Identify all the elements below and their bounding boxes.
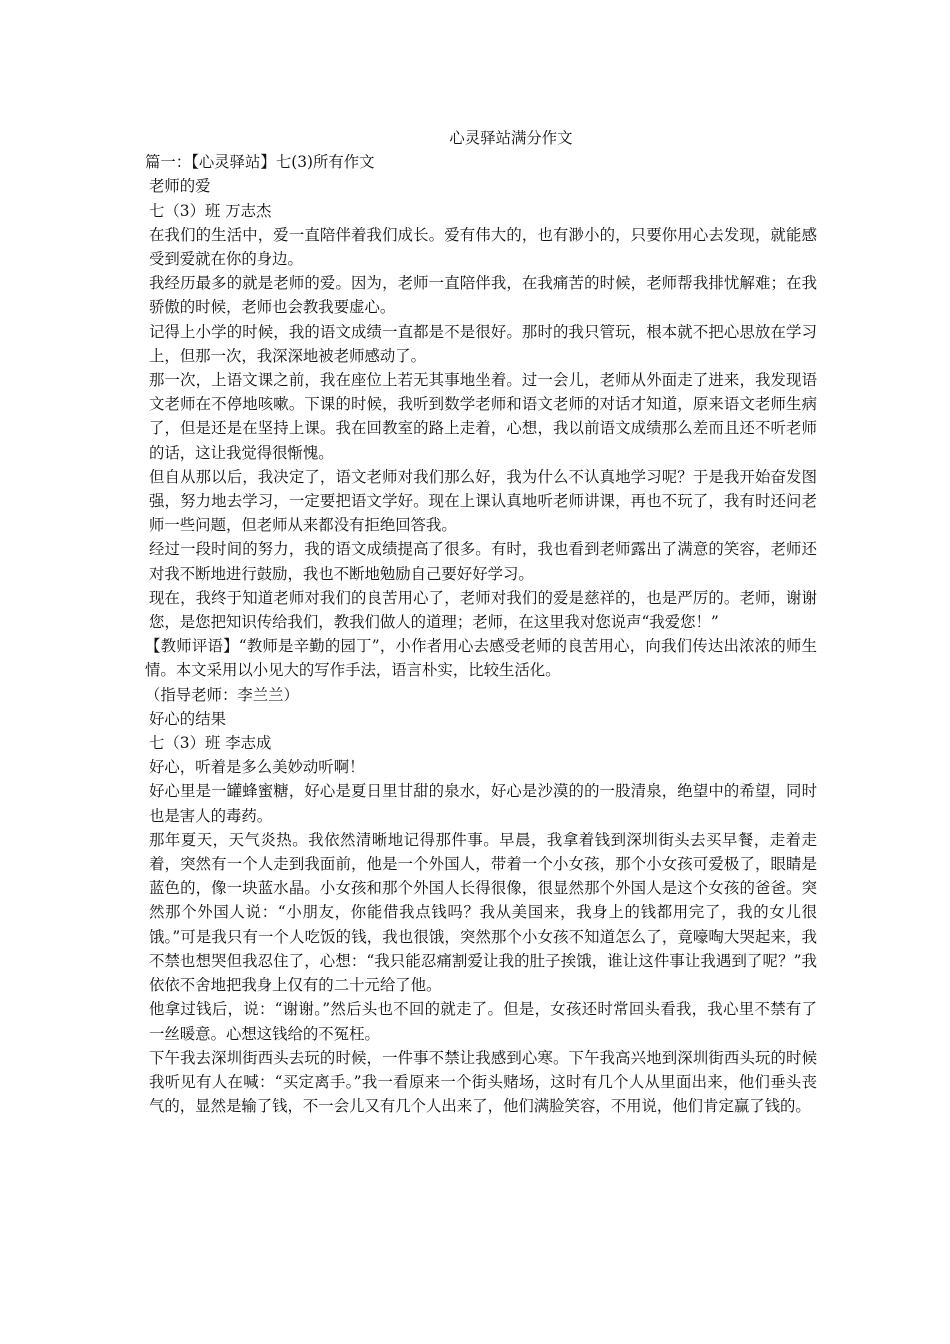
paragraph: 我经历最多的就是老师的爱。因为，老师一直陪伴我，在我痛苦的时候，老师帮我排忧解难；在我骄傲的时候，老师也会教我要虚心。 <box>149 274 817 317</box>
paragraph: 在我们的生活中，爱一直陪伴着我们成长。爱有伟大的，也有渺小的，只要你用心去发现，就能感受到爱就在你的身边。 <box>149 225 817 268</box>
document-page <box>145 126 817 1118</box>
essay-author: 七（3）班 李志成 <box>149 734 272 753</box>
paragraph: 下午我去深圳街西头去玩的时候，一件事不禁让我感到心寒。下午我高兴地到深圳街西头玩的时候我听见有人在喊：“买定离手。”我一看原来一个街头赌场，这时有几个人从里面出来，他们垂头丧气的，显然是输了钱，不一会儿又有几个人出来了，他们满脸笑容，不用说，他们肯定赢了钱的。 <box>149 1048 817 1116</box>
teacher-comment: 【教师评语】“教师是辛勤的园丁”，小作者用心去感受老师的良苦用心，向我们传达出浓浓的师生情。本文采用以小见大的写作手法，语言朴实，比较生活化。 <box>145 637 817 680</box>
essay-title-kindness: 好心的结果 <box>149 709 226 728</box>
document-title <box>145 126 817 150</box>
paragraph: 那年夏天，天气炎热。我依然清晰地记得那件事。早晨，我拿着钱到深圳街头去买早餐，走着走着，突然有一个人走到我面前，他是一个外国人，带着一个小女孩，那个小女孩可爱极了，眼睛是蓝色的，像一块蓝水晶。小女孩和那个外国人长得很像，很显然那个外国人是这个女孩的爸爸。突然那个外国人说：“小朋友，你能借我点钱吗？我从美国来，我身上的钱都用完了，我的女儿很饿。”可是我只有一个人吃饭的钱，我也很饿，突然那个小女孩不知道怎么了，竟嚎啕大哭起来，我不禁也想哭但我忍住了，心想：“我只能忍痛割爱让我的肚子挨饿，谁让这件事让我遇到了呢？”我依依不舍地把我身上仅有的二十元给了他。 <box>149 830 817 995</box>
essay-title-teacher-love: 老师的爱 <box>149 177 211 196</box>
paragraph: 他拿过钱后，说：“谢谢。”然后头也不回的就走了。但是，女孩还时常回头看我，我心里不禁有了一丝暖意。心想这钱给的不冤枉。 <box>149 1000 817 1043</box>
heading-section-one: 篇一：【心灵驿站】七(3)所有作文 <box>145 153 375 172</box>
title-text: 心灵驿站满分作文 <box>449 129 573 147</box>
paragraph: 那一次，上语文课之前，我在座位上若无其事地坐着。过一会儿，老师从外面走了进来，我发现语文老师在不停地咳嗽。下课的时候，我听到数学老师和语文老师的对话才知道，原来语文老师生病了，但是还是在坚持上课。我在回教室的路上走着，心想，我以前语文成绩那么差而且还不听老师的话，这让我觉得很惭愧。 <box>149 371 817 462</box>
paragraph: 现在，我终于知道老师对我们的良苦用心了，老师对我们的爱是慈祥的，也是严厉的。老师，谢谢您，是您把知识传给我们，教我们做人的道理；老师，在这里我对您说声“我爱您！” <box>149 588 817 632</box>
paragraph: 好心，听着是多么美妙动听啊！ <box>149 758 365 777</box>
paragraph: 记得上小学的时候，我的语文成绩一直都是不是很好。那时的我只管玩，根本就不把心思放在学习上，但那一次，我深深地被老师感动了。 <box>149 322 817 365</box>
paragraph: 经过一段时间的努力，我的语文成绩提高了很多。有时，我也看到老师露出了满意的笑容，老师还对我不断地进行鼓励，我也不断地勉励自己要好好学习。 <box>149 540 817 583</box>
instructor-note: （指导老师：李兰兰） <box>145 685 299 704</box>
essay-author: 七（3）班 万志杰 <box>149 201 272 220</box>
paragraph: 好心里是一罐蜂蜜糖，好心是夏日里甘甜的泉水，好心是沙漠的的一股清泉，绝望中的希望，同时也是害人的毒药。 <box>149 782 817 825</box>
paragraph: 但自从那以后，我决定了，语文老师对我们那么好，我为什么不认真地学习呢？于是我开始奋发图强，努力地去学习，一定要把语文学好。现在上课认真地听老师讲课，再也不玩了，我有时还问老师一些问题，但老师从来都没有拒绝回答我。 <box>149 467 817 535</box>
